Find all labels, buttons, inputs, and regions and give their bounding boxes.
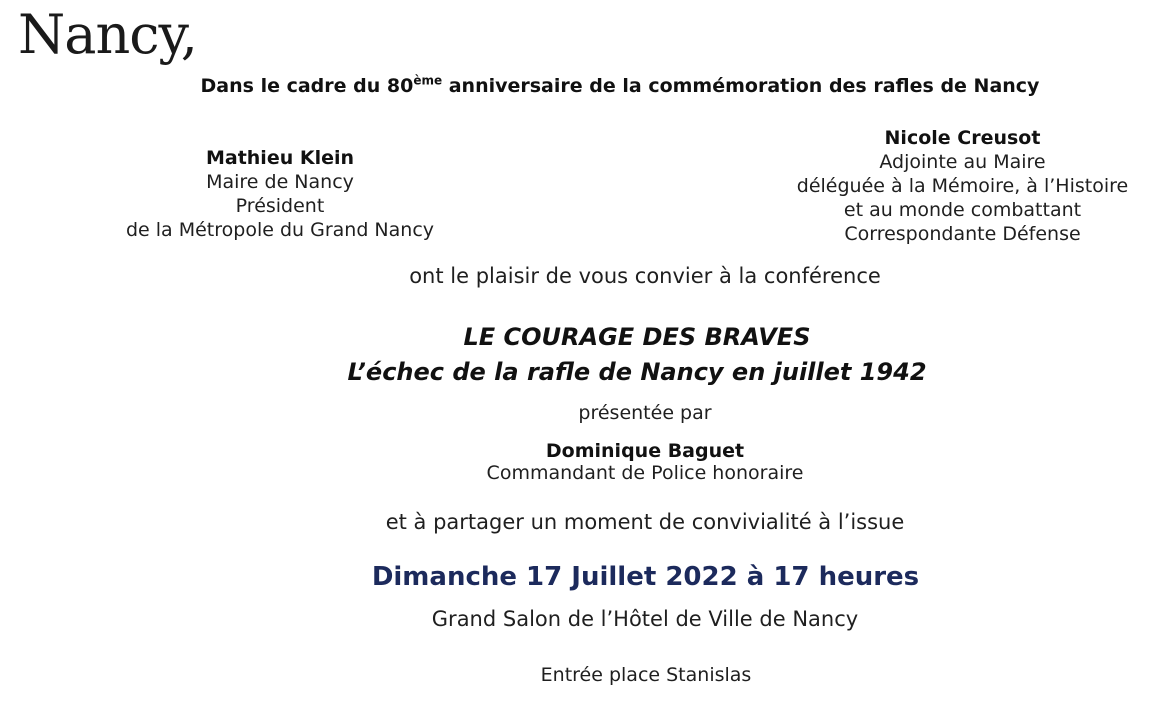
intro-line — [0, 75, 1175, 97]
presenter-name: Dominique Baguet — [545, 440, 745, 462]
conviviality-line: et à partager un moment de convivialité à l’issue — [385, 510, 905, 534]
intro-text-after: anniversaire de la commémoration des rafles de Nancy — [442, 75, 1040, 97]
host-name: Mathieu Klein — [205, 147, 355, 169]
presented-by-label: présentée par — [578, 402, 712, 424]
presenter-block — [0, 440, 1175, 484]
venue: Grand Salon de l’Hôtel de Ville de Nancy — [431, 607, 859, 631]
host-nicole-creusot — [795, 126, 1130, 246]
host-title-line: Correspondante Défense — [844, 223, 1081, 245]
host-title-line: déléguée à la Mémoire, à l’Histoire — [796, 175, 1129, 197]
host-mathieu-klein — [120, 146, 440, 242]
conference-subtitle: L’échec de la rafle de Nancy en juillet 1942 — [347, 358, 927, 386]
conference-title: LE COURAGE DES BRAVES — [463, 323, 811, 351]
host-title-line: et au monde combattant — [843, 199, 1082, 221]
intro-superscript: ème — [413, 73, 443, 88]
nancy-logo: Nancy, — [18, 3, 197, 66]
conference-title-block — [0, 320, 1175, 390]
entrance-info: Entrée place Stanislas — [540, 664, 752, 686]
presenter-role: Commandant de Police honoraire — [486, 462, 804, 484]
host-title-line: Adjointe au Maire — [879, 151, 1046, 173]
host-title-line: Maire de Nancy — [206, 171, 354, 193]
host-title-line: Président — [235, 195, 325, 217]
host-title-line: de la Métropole du Grand Nancy — [125, 219, 435, 241]
invitation-line: ont le plaisir de vous convier à la conférence — [409, 264, 881, 288]
event-date: Dimanche 17 Juillet 2022 à 17 heures — [371, 562, 920, 592]
host-name: Nicole Creusot — [884, 127, 1041, 149]
intro-text-before: Dans le cadre du 80 — [200, 75, 414, 97]
